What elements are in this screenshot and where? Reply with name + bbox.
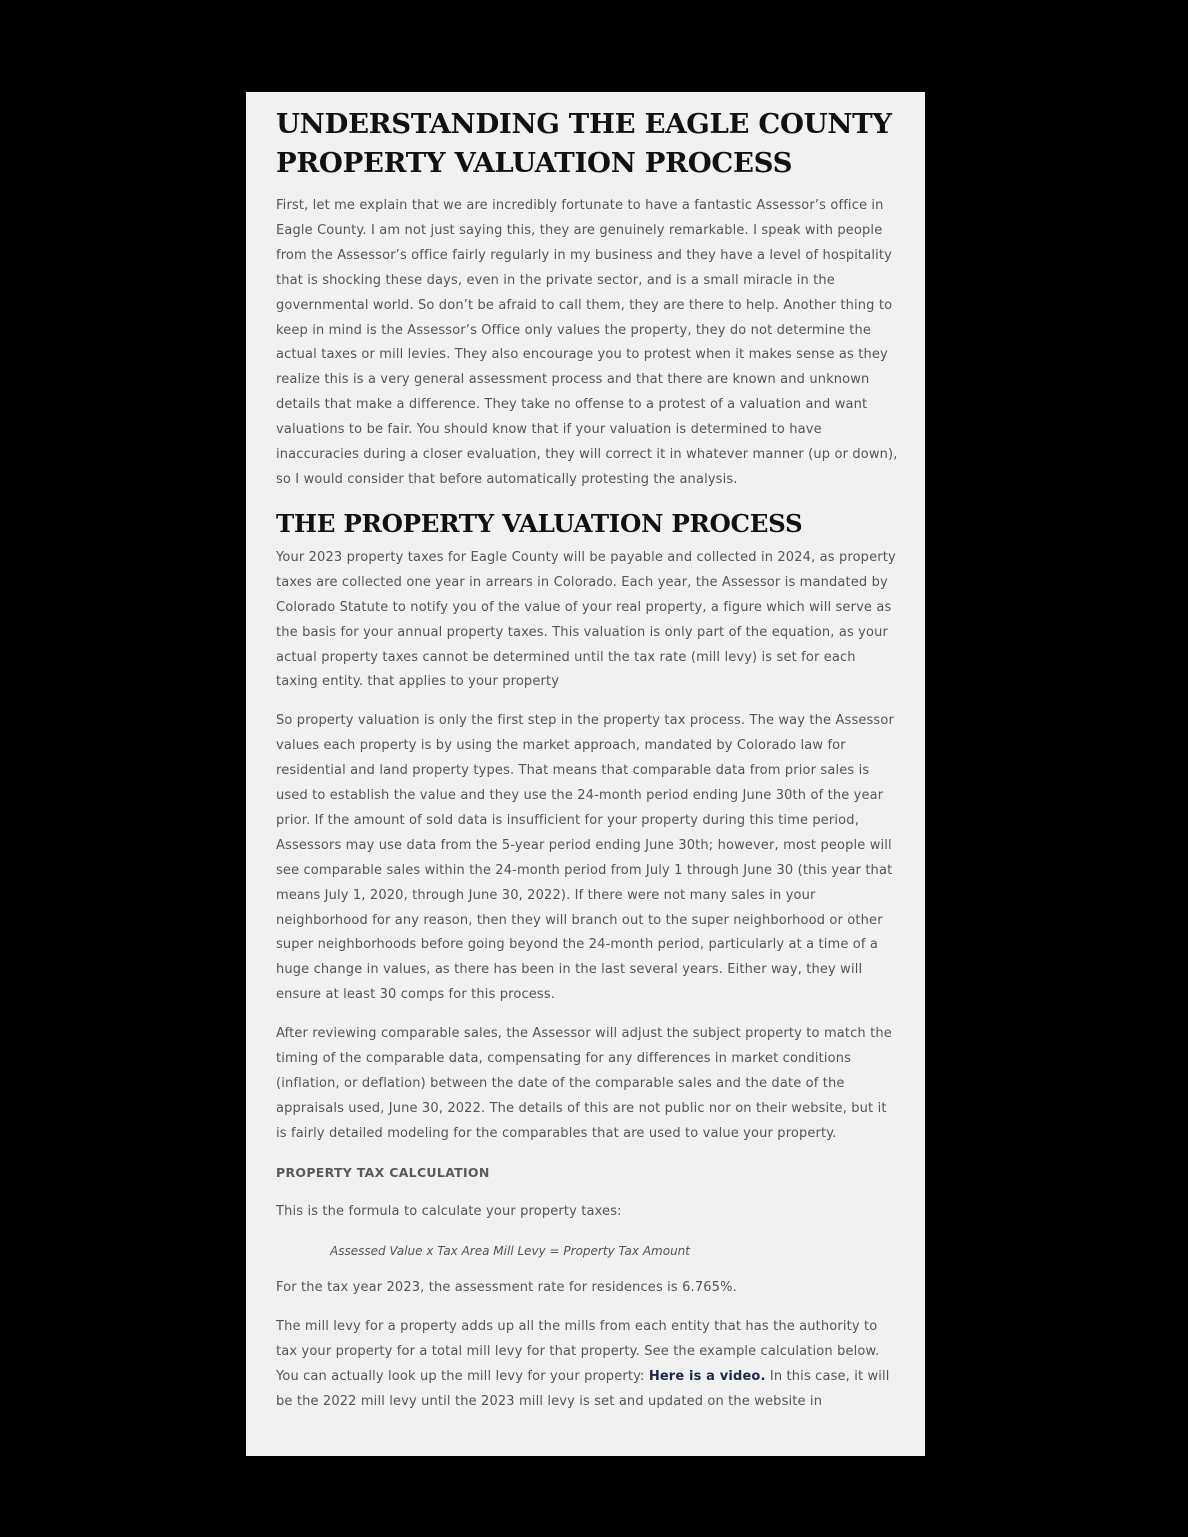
paragraph-market-approach: So property valuation is only the first step in the property tax process. The way the Assessor values each property is by using the market approach, mandated by Colorado law for residential and land property types. That means that comparable data from prior sales is used to establish the value and they use the 24-month period ending June 30th of the year prior. If the amount of sold data is insufficient for your property during this time period, Assessors may use data from the 5-year period ending June 30th; however, most people will see comparable sales within the 24-month period from July 1 through June 30 (this year that means July 1, 2020, through June 30, 2022). If there were not many sales in your neighborhood for any reason, then they will branch out to the super neighborhood or other super neighborhoods before going beyond the 24-month period, particularly at a time of a huge change in values, as there has been in the last several years. Either way, they will ensure at least 30 comps for this process. [276, 713, 894, 1003]
mill-levy-text: The mill levy for a property adds up all the mills from each entity that has the authority to tax your property for a total mill levy for that property. See the example calculation below. You can actually look up the mill levy for your property: [276, 1319, 880, 1385]
video-link[interactable]: Here is a video. [648, 1369, 766, 1385]
paragraph-adjustment: After reviewing comparable sales, the Assessor will adjust the subject property to match the timing of the comparable data, compensating for any differences in market conditions (inflation, or deflation) between the date of the comparable sales and the date of the appraisals used, June 30, 2022. The details of this are not public nor on their website, but it is fairly detailed modeling for the comparables that are used to value your property. [276, 1026, 892, 1141]
article-page [246, 92, 925, 1456]
paragraph-mill-levy [276, 1315, 898, 1415]
tax-formula: Assessed Value x Tax Area Mill Levy = Property Tax Amount [330, 1243, 690, 1258]
paragraph-formula-intro: This is the formula to calculate your property taxes: [276, 1203, 622, 1219]
section-heading-valuation-process: THE PROPERTY VALUATION PROCESS [276, 508, 803, 538]
paragraph-tax-payable: Your 2023 property taxes for Eagle County will be payable and collected in 2024, as property taxes are collected one year in arrears in Colorado. Each year, the Assessor is mandated by Colorado Statute to notify you of the value of your real property, a figure which will serve as the basis for your annual property taxes. This valuation is only part of the equation, as your actual property taxes cannot be determined until the tax rate (mill levy) is set for each taxing entity. that applies to your property [276, 549, 896, 690]
mill-levy-text-continued: In this case, it will be the 2022 mill levy until the 2023 mill levy is set and updated on the website in [276, 1369, 890, 1410]
article-content [276, 105, 898, 1429]
paragraph-assessment-rate: For the tax year 2023, the assessment rate for residences is 6.765%. [276, 1280, 737, 1296]
main-heading: UNDERSTANDING THE EAGLE COUNTY PROPERTY VALUATION PROCESS [276, 108, 892, 179]
subheading-property-tax-calculation: PROPERTY TAX CALCULATION [276, 1164, 490, 1180]
intro-paragraph: First, let me explain that we are incredibly fortunate to have a fantastic Assessor’s office in Eagle County. I am not just saying this, they are genuinely remarkable. I speak with people from the Assessor’s office fairly regularly in my business and they have a level of hospitality that is shocking these days, even in the private sector, and is a small miracle in the governmental world. So don’t be afraid to call them, they are there to help. Another thing to keep in mind is the Assessor’s Office only values the property, they do not determine the actual taxes or mill levies. They also encourage you to protest when it makes sense as they realize this is a very general assessment process and that there are known and unknown details that make a difference. They take no offense to a protest of a valuation and want valuations to be fair. You should know that if your valuation is determined to have inaccuracies during a closer evaluation, they will correct it in whatever manner (up or down), so I would consider that before automatically protesting the analysis. [276, 198, 898, 487]
